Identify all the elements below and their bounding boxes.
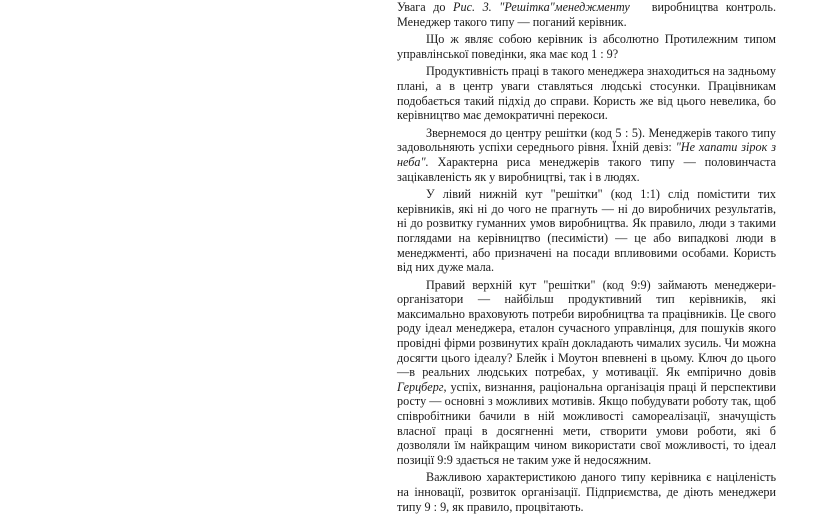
paragraph-code-5-5 <box>397 126 776 184</box>
p4-text-start: Звернемося до центру решітки (код 5 : 5). Менеджерів такого типу задовольняють успіхи середнього рівня. Їхній девіз: <box>397 125 776 155</box>
paragraph-code-1-1: У лівий нижній кут "решітки" (код 1:1) слід помістити тих керівників, які ні до чого не прагнуть — ні до виробничих результатів, ні до розвитку гуманних умов виробництва. Як правило, люди з такими поглядами на керівництво (песимісти) — це або випадкові люди в менеджменті, або призначені на посади впливовими особами. Користь від них дуже мала. <box>397 187 776 275</box>
p4-text-end: Характерна риса менеджерів такого типу — половинчаста зацікавленість як у виробництві, так і в людях. <box>397 154 776 184</box>
text-column <box>397 0 776 517</box>
p6-text-end: успіх, визнання, раціональна організація праці й перспективи росту — основні з можливих мотивів. Якщо побудувати роботу так, щоб співробітники бачили в ній можливості самореалізації, значущість власної праці в досягненні мети, створити умови роботи, які б дозволяли їм найкращим чином використати свої можливості, то ідеал позиції 9:9 здається не таким уже й недосяжним. <box>397 379 776 467</box>
motto-italic: "Не хапати зірок з неба". <box>397 140 776 169</box>
paragraph-figure-caption <box>397 0 776 29</box>
p1-text-start: Увага до <box>397 0 454 14</box>
p1-text-end: виробництва контроль. Менеджер такого типу — поганий керівник. <box>397 0 776 29</box>
paragraph-code-9-9 <box>397 278 776 468</box>
paragraph-code-1-9-question: Що ж являє собою керівник із абсолютно Протилежним типом управлінської поведінки, яка має код 1 : 9? <box>397 32 776 61</box>
paragraph-code-1-9-description: Продуктивність праці в такого менеджера знаходиться на задньому плані, а в центр уваги ставляться людські стосунки. Працівникам подобається такий підхід до справи. Користь же від цього невелика, бо керівництво має демократичні перекоси. <box>397 64 776 123</box>
figure-caption-italic: Рис. 3. "Решітка"менеджменту <box>453 0 630 14</box>
herzberg-italic: Герцберг, <box>397 379 447 394</box>
p6-text-start: Правий верхній кут "решітки" (код 9:9) займають менеджери-організатори — найбільш продуктивний тип керівників, які максимально враховують потреби виробництва та працівників. Це свого роду ідеал менеджера, еталон сучасного управлінця, для пошуків якого провідні фірми розвинутих країн докладають чималих зусиль. Чи можна досягти цього ідеалу? Блейк і Моутон впевнені в цьому. Ключ до цього—в реальних людських потребах, у мотивації. Як емпірично довів <box>397 277 776 380</box>
paragraph-innovation: Важливою характеристикою даного типу керівника є націленість на інновації, розвиток організації. Підприємства, де діють менеджери типу 9 : 9, як правило, процвітають. <box>397 470 776 514</box>
